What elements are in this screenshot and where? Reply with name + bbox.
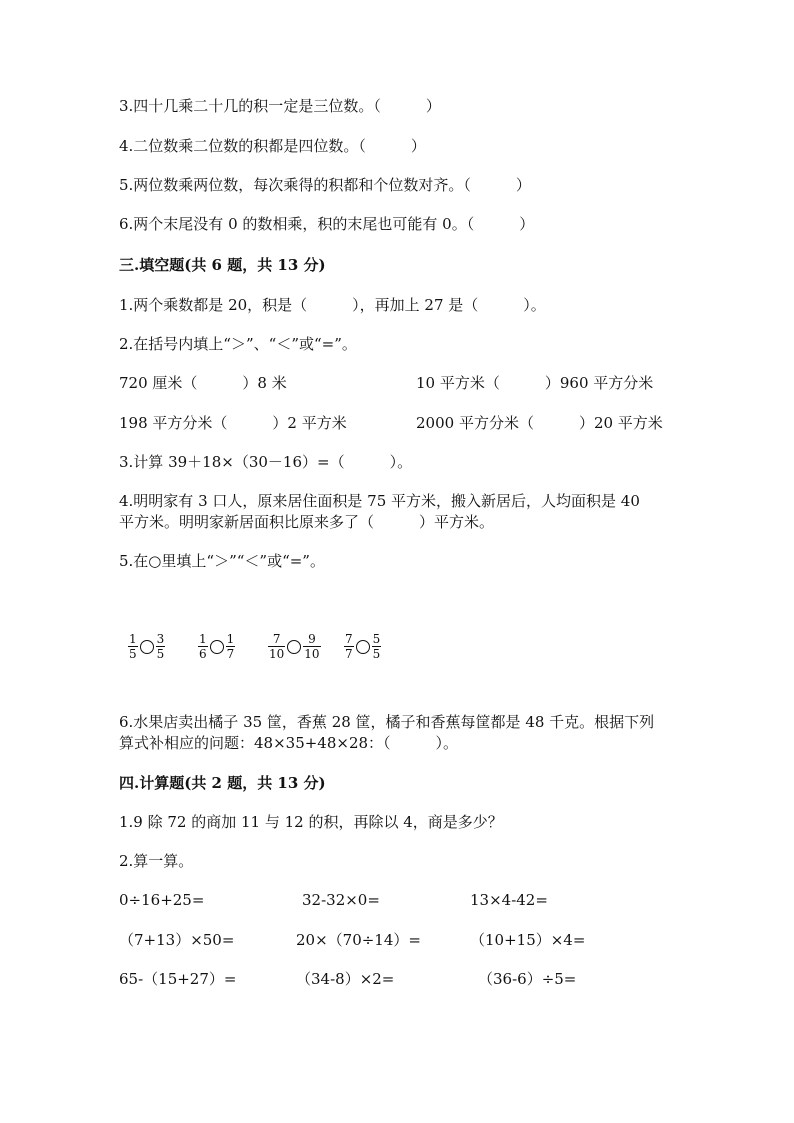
compare-item-4: 2000 平方分米（ ）20 平方米 — [416, 414, 663, 432]
judge-item-6: 6.两个末尾没有 0 的数相乘，积的末尾也可能有 0。（ ） — [119, 215, 535, 233]
fraction-compare-1 — [128, 632, 165, 661]
fraction: $\frac{1}{5}$ — [129, 632, 137, 661]
fraction: $\frac{5}{5}$ — [372, 632, 381, 661]
calc-question-2: 2.算一算。 — [119, 852, 194, 870]
fraction: $\frac{3}{5}$ — [156, 632, 165, 661]
fraction-compare-4 — [344, 632, 381, 661]
fill-question-4-line-1: 4.明明家有 3 口人，原来居住面积是 75 平方米，搬入新居后，人均面积是 40 — [119, 492, 640, 510]
calc-question-1: 1.9 除 72 的商加 11 与 12 的积，再除以 4，商是多少？ — [119, 813, 503, 831]
calc-expr: （34-8）×2= — [296, 970, 395, 988]
fill-question-3: 3.计算 39＋18×（30－16）=（ ）。 — [119, 453, 413, 471]
calc-expr: 0÷16+25= — [119, 891, 205, 909]
judge-item-5: 5.两位数乘两位数，每次乘得的积都和个位数对齐。（ ） — [119, 176, 531, 194]
compare-circle-icon — [210, 640, 224, 654]
calc-expr: 13×4-42= — [470, 891, 548, 909]
compare-circle-icon — [287, 640, 301, 654]
compare-item-3: 198 平方分米（ ）2 平方米 — [119, 414, 347, 432]
judge-item-3: 3.四十几乘二十几的积一定是三位数。（ ） — [119, 97, 441, 115]
fraction: $\frac{1}{7}$ — [226, 632, 235, 661]
compare-item-2: 10 平方米（ ）960 平方分米 — [416, 374, 654, 392]
fraction: $\frac{9}{10}$ — [304, 632, 320, 661]
fill-question-6-line-1: 6.水果店卖出橘子 35 筐，香蕉 28 筐，橘子和香蕉每筐都是 48 千克。根据下列 — [119, 713, 655, 731]
compare-item-1: 720 厘米（ ）8 米 — [119, 374, 287, 392]
fill-question-6-line-2: 算式补相应的问题：48×35+48×28：（ ）。 — [119, 734, 459, 752]
fraction-compare-3 — [268, 632, 321, 661]
calc-expr: 65-（15+27）= — [119, 970, 237, 988]
fraction: $\frac{7}{10}$ — [269, 632, 285, 661]
fraction: $\frac{1}{6}$ — [199, 632, 207, 661]
section-4-title: 四.计算题(共 2 题，共 13 分) — [119, 774, 326, 792]
calc-expr: 32-32×0= — [302, 891, 380, 909]
fill-question-5: 5.在○里填上“＞”“＜”或“=”。 — [119, 552, 325, 570]
fill-question-1: 1.两个乘数都是 20，积是（ ），再加上 27 是（ ）。 — [119, 296, 546, 314]
fill-question-4-line-2: 平方米。明明家新居面积比原来多了（ ）平方米。 — [119, 513, 495, 531]
compare-circle-icon — [356, 640, 370, 654]
calc-expr: （7+13）×50= — [119, 931, 235, 949]
compare-circle-icon — [140, 640, 154, 654]
calc-expr: （10+15）×4= — [470, 931, 586, 949]
judge-item-4: 4.二位数乘二位数的积都是四位数。（ ） — [119, 137, 426, 155]
calc-expr: （36-6）÷5= — [478, 970, 577, 988]
section-3-title: 三.填空题(共 6 题，共 13 分) — [119, 256, 326, 274]
fill-question-2: 2.在括号内填上“＞”、“＜”或“=”。 — [119, 335, 357, 353]
fraction-compare-2 — [198, 632, 235, 661]
calc-expr: 20×（70÷14）= — [296, 931, 421, 949]
fraction: $\frac{7}{7}$ — [345, 632, 353, 661]
